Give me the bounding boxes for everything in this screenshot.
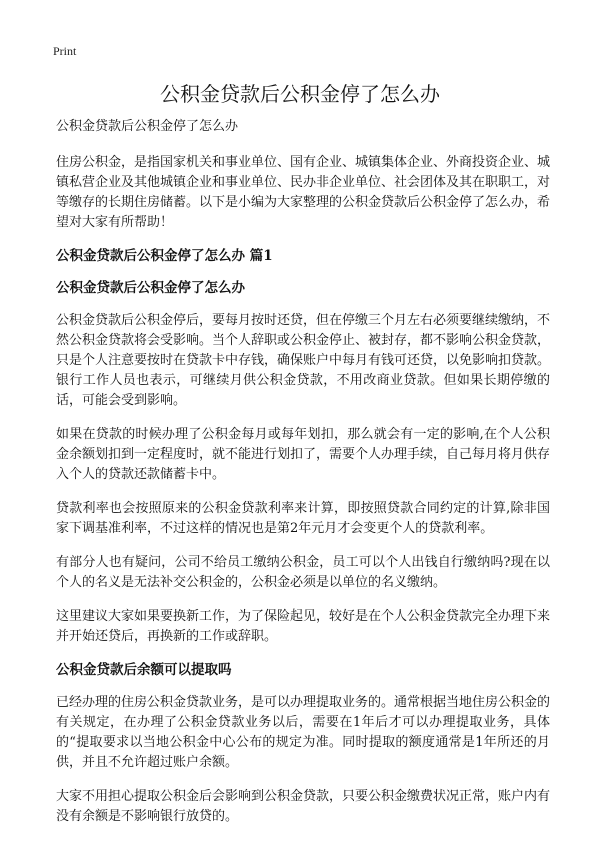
page-title: 公积金贷款后公积金停了怎么办 xyxy=(160,82,440,106)
body-paragraph: 公积金贷款后公积金停后，要每月按时还贷，但在停缴三个月左右必须要继续缴纳，不然公积金贷款将会受影响。当个人辞职或公积金停止、被封存，都不影响公积金贷款，只是个人注意要按时在贷款卡中存钱，确保账户中每月有钱可还贷，以免影响扣贷款。银行工作人员也表示，可继续月供公积金贷款，不用改商业贷款。但如果长期停缴的话，可能会受到影响。 xyxy=(56,313,551,408)
section2-heading: 公积金贷款后余额可以提取吗 xyxy=(56,662,232,678)
body-paragraph: 大家不用担心提取公积金后会影响到公积金贷款，只要公积金缴费状况正常，账户内有没有余额是不影响银行放贷的。 xyxy=(56,789,551,824)
body-paragraph: 已经办理的住房公积金贷款业务，是可以办理提取业务的。通常根据当地住房公积金的有关规定，在办理了公积金贷款业务以后，需要在1年后才可以办理提取业务，具体的“提取要求以当地公积金中心公布的规定为准。同时提取的额度通常是1年所还的月供，并且不允许超过账户余额。 xyxy=(56,695,551,770)
print-link[interactable]: Print xyxy=(53,44,77,58)
intro-paragraph: 住房公积金，是指国家机关和事业单位、国有企业、城镇集体企业、外商投资企业、城镇私营企业及其他城镇企业和事业单位、民办非企业单位、社会团体及其在职职工，对等缴存的长期住房储蓄。以下是小编为大家整理的公积金贷款后公积金停了怎么办，希望对大家有所帮助！ xyxy=(56,155,551,230)
section1-subheading: 公积金贷款后公积金停了怎么办 xyxy=(56,280,245,296)
article-subtitle: 公积金贷款后公积金停了怎么办 xyxy=(56,119,239,134)
body-paragraph: 这里建议大家如果要换新工作，为了保险起见，较好是在个人公积金贷款完全办理下来并开始还贷后，再换新的工作或辞职。 xyxy=(56,609,551,644)
body-paragraph: 贷款利率也会按照原来的公积金贷款利率来计算，即按照贷款合同约定的计算,除非国家下调基准利率，不过这样的情况也是第2年元月才会变更个人的贷款利率。 xyxy=(56,501,550,536)
section1-heading: 公积金贷款后公积金停了怎么办 篇1 xyxy=(56,248,273,264)
article-body xyxy=(56,118,550,841)
body-paragraph: 有部分人也有疑问，公司不给员工缴纳公积金，员工可以个人出钱自行缴纳吗?现在以个人的名义是无法补交公积金的，公积金必须是以单位的名义缴纳。 xyxy=(56,555,550,590)
body-paragraph: 如果在贷款的时候办理了公积金每月或每年划扣，那么就会有一定的影响,在个人公积金余额划扣到一定程度时，就不能进行划扣了，需要个人办理手续，自己每月将月供存入个人的贷款还款储蓄卡中。 xyxy=(56,427,551,482)
